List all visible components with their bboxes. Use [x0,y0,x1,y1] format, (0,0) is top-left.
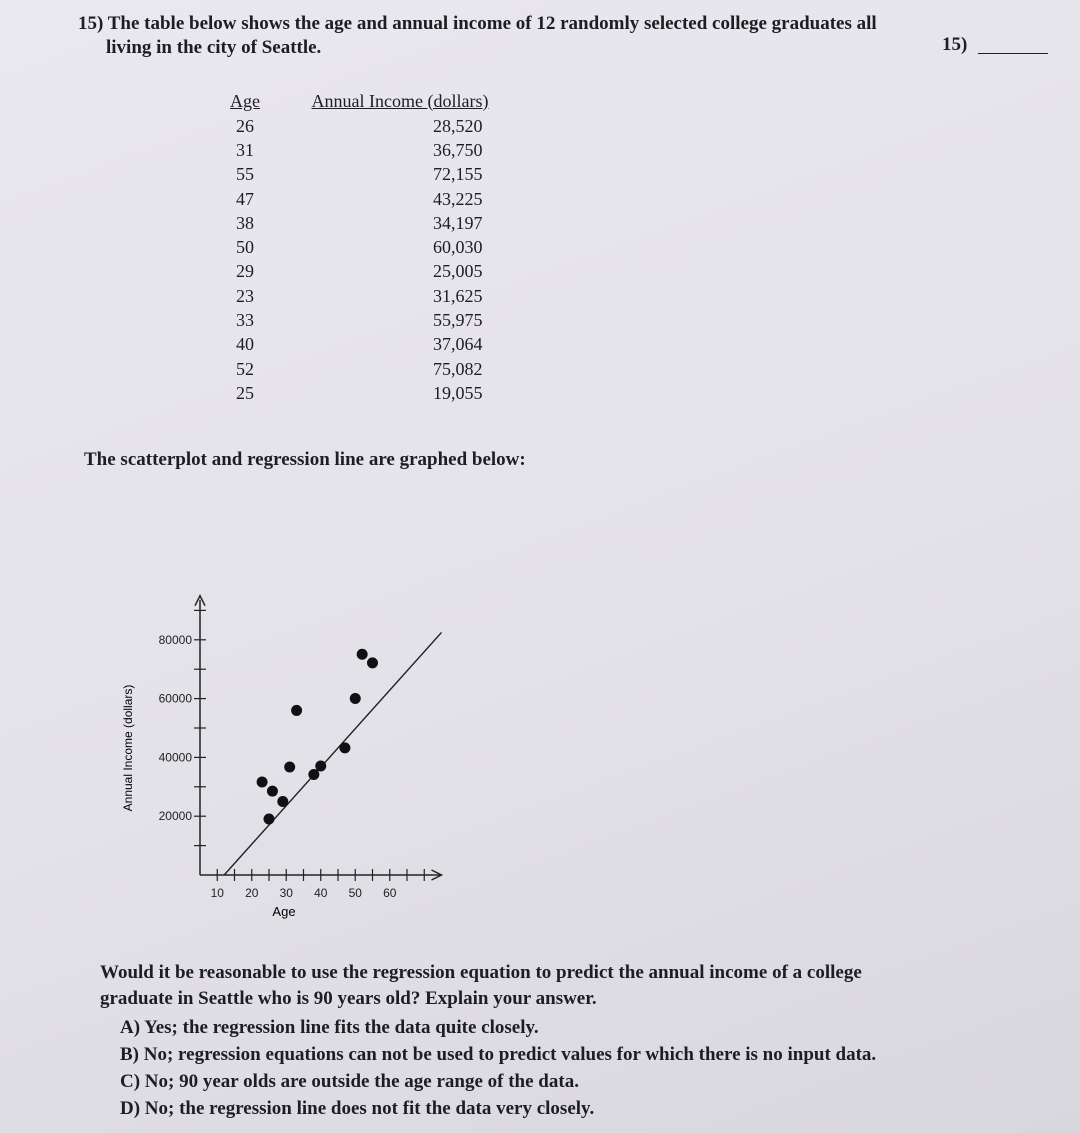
table-row [215,260,525,284]
data-point [339,742,350,753]
table-row [215,333,525,357]
age-cell: 26 [236,115,254,136]
table-row [215,138,525,162]
x-tick-label: 20 [245,886,259,900]
x-tick-label: 30 [279,886,293,900]
table-row [215,187,525,211]
option-d[interactable]: D) No; the regression line does not fit the data very closely. [120,1098,595,1119]
age-cell: 29 [236,261,254,282]
y-tick-label: 60000 [158,691,192,706]
table-row [215,357,525,381]
question-line-2: living in the city of Seattle. [106,37,322,58]
scatter-caption: The scatterplot and regression line are graphed below: [84,449,526,470]
income-cell: 31,625 [433,285,483,306]
data-point [308,769,319,780]
table-row [215,211,525,235]
plot-marks [224,632,441,875]
income-cell: 19,055 [433,382,483,403]
table-row [215,284,525,308]
prompt-line-2: graduate in Seattle who is 90 years old? Explain your answer. [100,988,597,1009]
age-cell: 31 [236,139,254,160]
income-cell: 75,082 [433,358,483,379]
data-point [264,813,275,824]
income-cell: 28,520 [433,115,483,136]
option-c[interactable]: C) No; 90 year olds are outside the age range of the data. [120,1071,579,1092]
data-point [277,796,288,807]
age-cell: 23 [236,285,254,306]
x-tick-label: 40 [314,886,328,900]
answer-blank[interactable] [978,53,1048,54]
plot-axes [159,596,442,900]
data-point [367,657,378,668]
header-income: Annual Income (dollars) [311,90,489,111]
income-cell: 72,155 [433,164,483,185]
x-tick-label: 60 [383,886,397,900]
option-b[interactable]: B) No; regression equations can not be used to predict values for which there is no input data. [120,1044,877,1065]
income-cell: 55,975 [433,310,483,331]
y-tick-label: 40000 [158,750,192,765]
data-point [315,761,326,772]
x-axis-label: Age [272,904,296,919]
age-cell: 25 [236,382,254,403]
question-number: 15) [942,34,968,55]
question-line-1: 15) The table below shows the age and annual income of 12 randomly selected college graduates all [78,13,877,34]
prompt-line-1: Would it be reasonable to use the regression equation to predict the annual income of a college [100,962,862,983]
y-tick-label: 20000 [158,809,192,824]
age-cell: 38 [236,212,254,233]
option-a[interactable]: A) Yes; the regression line fits the data quite closely. [120,1017,539,1038]
income-cell: 37,064 [433,334,483,355]
data-point [357,649,368,660]
age-cell: 52 [236,358,254,379]
follow-up-question [100,960,960,1012]
income-cell: 36,750 [433,139,483,160]
age-cell: 50 [236,237,254,258]
income-cell: 60,030 [433,237,483,258]
table-row [215,381,525,405]
age-income-table [215,88,525,406]
scatterplot [110,570,470,930]
table-row [215,308,525,332]
header-age: Age [230,90,260,111]
question-text [78,12,908,60]
x-tick-label: 10 [210,886,224,900]
data-point [284,761,295,772]
data-point [257,777,268,788]
age-cell: 47 [236,188,254,209]
income-cell: 25,005 [433,261,483,282]
data-point [350,693,361,704]
y-axis-label: Annual Income (dollars) [121,684,135,812]
table-row [215,235,525,259]
age-cell: 40 [236,334,254,355]
answer-options [120,1014,876,1122]
x-tick-label: 50 [348,886,362,900]
data-point [267,786,278,797]
regression-line [224,632,441,875]
y-tick-label: 80000 [158,632,192,647]
data-point [291,705,302,716]
table-row [215,114,525,138]
income-cell: 43,225 [433,188,483,209]
table-row [215,163,525,187]
age-cell: 33 [236,310,254,331]
income-cell: 34,197 [433,212,483,233]
age-cell: 55 [236,164,254,185]
